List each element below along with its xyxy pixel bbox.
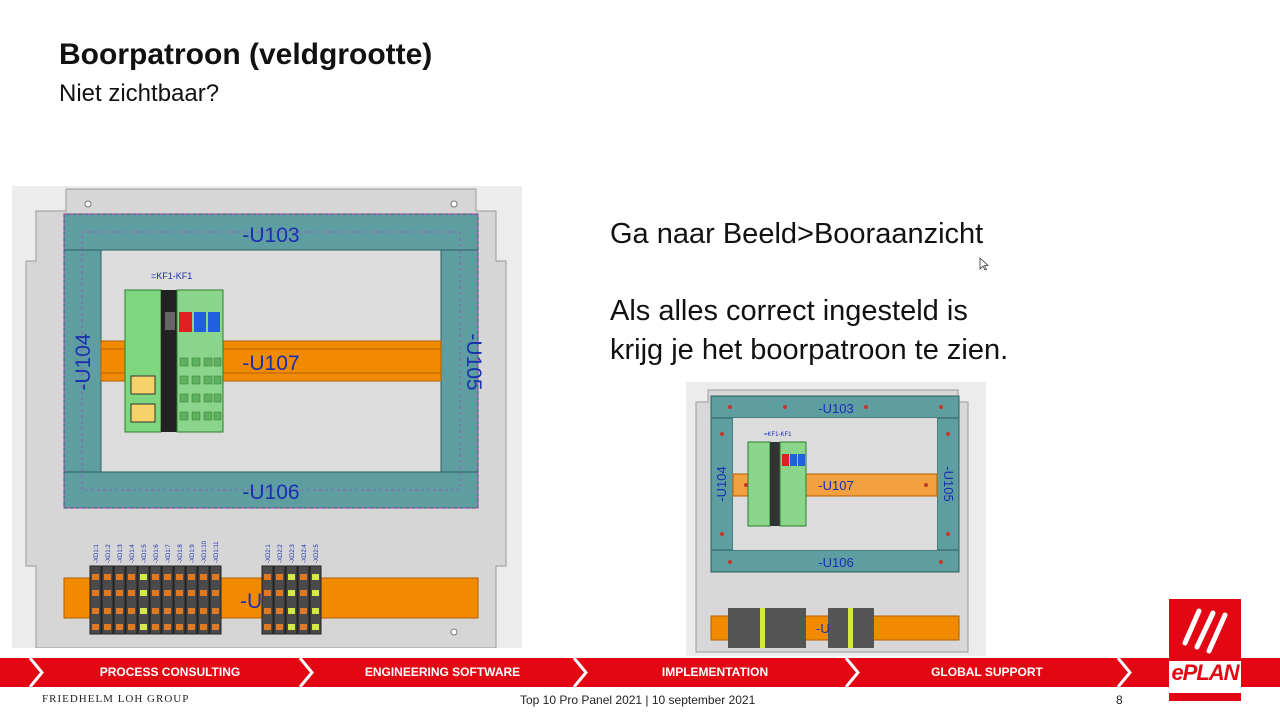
terminal-contact [116,574,123,580]
terminal-label: -XD1:7 [166,544,172,563]
device-label: =KF1-KF1 [151,271,193,281]
nav-global-support[interactable]: GLOBAL SUPPORT [931,665,1043,679]
terminal-contact [128,608,135,614]
label-u107: -U107 [242,352,300,375]
small-label-u105: -U105 [941,466,956,502]
terminal-contact [140,590,147,596]
terminal-contact [152,624,159,630]
terminal-contact [140,608,147,614]
terminal-contact [128,574,135,580]
terminal-contact [212,624,219,630]
label-u103: -U103 [242,224,300,247]
terminal-contact [264,574,271,580]
terminal-contact [164,624,171,630]
terminal-contact [188,608,195,614]
terminal-contact [264,590,271,596]
eplan-logo-icon [1167,597,1243,703]
terminal-label: -XD1:8 [178,544,184,563]
terminal-contact [176,590,183,596]
terminal-contact [164,590,171,596]
small-label-u106: -U106 [818,555,854,570]
terminal-label: -XD1:10 [202,540,208,563]
terminal-label: -XD2:4 [302,544,308,563]
eplan-logo-text: ePLAN [1171,660,1239,685]
terminal-contact [116,590,123,596]
terminal-contact [164,608,171,614]
terminal-contact [276,624,283,630]
terminal-label: -XD1:1 [94,544,100,563]
terminal-label: -XD2:3 [290,544,296,563]
mouse-cursor-icon [979,257,989,271]
terminal-contact [152,590,159,596]
terminal-contact [128,590,135,596]
terminal-contact [92,574,99,580]
terminal-label: -XD1:11 [214,541,220,563]
terminal-contact [212,574,219,580]
terminal-contact [92,608,99,614]
footer-event: Top 10 Pro Panel 2021 | 10 september 2021 [520,693,756,707]
terminal-contact [176,624,183,630]
terminal-contact [212,608,219,614]
terminal-contact [104,624,111,630]
label-u104: -U104 [72,333,95,391]
terminal-contact [288,608,295,614]
terminal-contact [116,624,123,630]
terminal-strip-xd2 [262,566,321,634]
terminal-label: -XD1:4 [130,544,136,563]
terminal-label: -XD2:1 [266,544,272,563]
terminal-contact [152,574,159,580]
terminal-contact [312,590,319,596]
terminal-contact [140,624,147,630]
terminal-contact [200,590,207,596]
terminal-contact [300,608,307,614]
terminal-label: -XD2:2 [278,544,284,563]
terminal-contact [164,574,171,580]
terminal-label: -XD1:3 [118,544,124,563]
nav-engineering-software[interactable]: ENGINEERING SOFTWARE [364,665,521,679]
terminal-label: -XD2:5 [314,544,320,563]
terminal-contact [212,590,219,596]
terminal-contact [276,590,283,596]
terminal-contact [300,574,307,580]
terminal-contact [276,574,283,580]
terminal-contact [176,574,183,580]
nav-process-consulting[interactable]: PROCESS CONSULTING [99,665,241,679]
terminal-contact [188,590,195,596]
label-u105: -U105 [462,333,485,391]
nav-implementation[interactable]: IMPLEMENTATION [661,665,769,679]
terminal-label: -XD1:5 [142,544,148,563]
terminal-contact [176,608,183,614]
small-label-u107: -U107 [818,478,854,493]
large-panel-diagram [12,186,522,648]
terminal-contact [200,624,207,630]
terminal-contact [104,608,111,614]
terminal-contact [128,624,135,630]
terminal-contact [312,608,319,614]
label-u106: -U106 [242,481,300,504]
label-lower-rail: -U [240,590,263,613]
result-text-line1: Als alles correct ingesteld is [610,295,968,327]
terminal-contact [152,608,159,614]
terminal-contact [140,574,147,580]
terminal-contact [200,608,207,614]
terminal-label: -XD1:9 [190,544,196,563]
small-drill-view-diagram [686,382,986,656]
terminal-contact [264,624,271,630]
terminal-contact [264,608,271,614]
small-label-lower-rail: -U [816,621,830,636]
terminal-contact [92,624,99,630]
terminal-strip-xd1 [90,566,221,634]
terminal-contact [188,574,195,580]
terminal-contact [288,590,295,596]
instruction-text: Ga naar Beeld>Booraanzicht [610,218,984,250]
terminal-contact [312,574,319,580]
terminal-contact [288,624,295,630]
terminal-contact [104,574,111,580]
terminal-contact [276,608,283,614]
small-device-label: =KF1-KF1 [764,432,792,438]
terminal-label: -XD1:6 [154,544,160,563]
slide-title: Boorpatroon (veldgrootte) [59,38,433,71]
slide-subtitle: Niet zichtbaar? [59,80,220,107]
terminal-contact [312,624,319,630]
terminal-contact [300,624,307,630]
terminal-contact [300,590,307,596]
device-module-black [161,290,177,432]
terminal-contact [188,624,195,630]
terminal-contact [92,590,99,596]
footer-page-number: 8 [1116,693,1123,707]
small-label-u103: -U103 [818,401,854,416]
small-label-u104: -U104 [714,466,729,502]
footer-company: FRIEDHELM LOH GROUP [42,693,190,705]
terminal-contact [104,590,111,596]
terminal-contact [116,608,123,614]
terminal-contact [200,574,207,580]
terminal-label: -XD1:2 [106,544,112,563]
terminal-contact [288,574,295,580]
result-text-line2: krijg je het boorpatroon te zien. [610,334,1009,366]
